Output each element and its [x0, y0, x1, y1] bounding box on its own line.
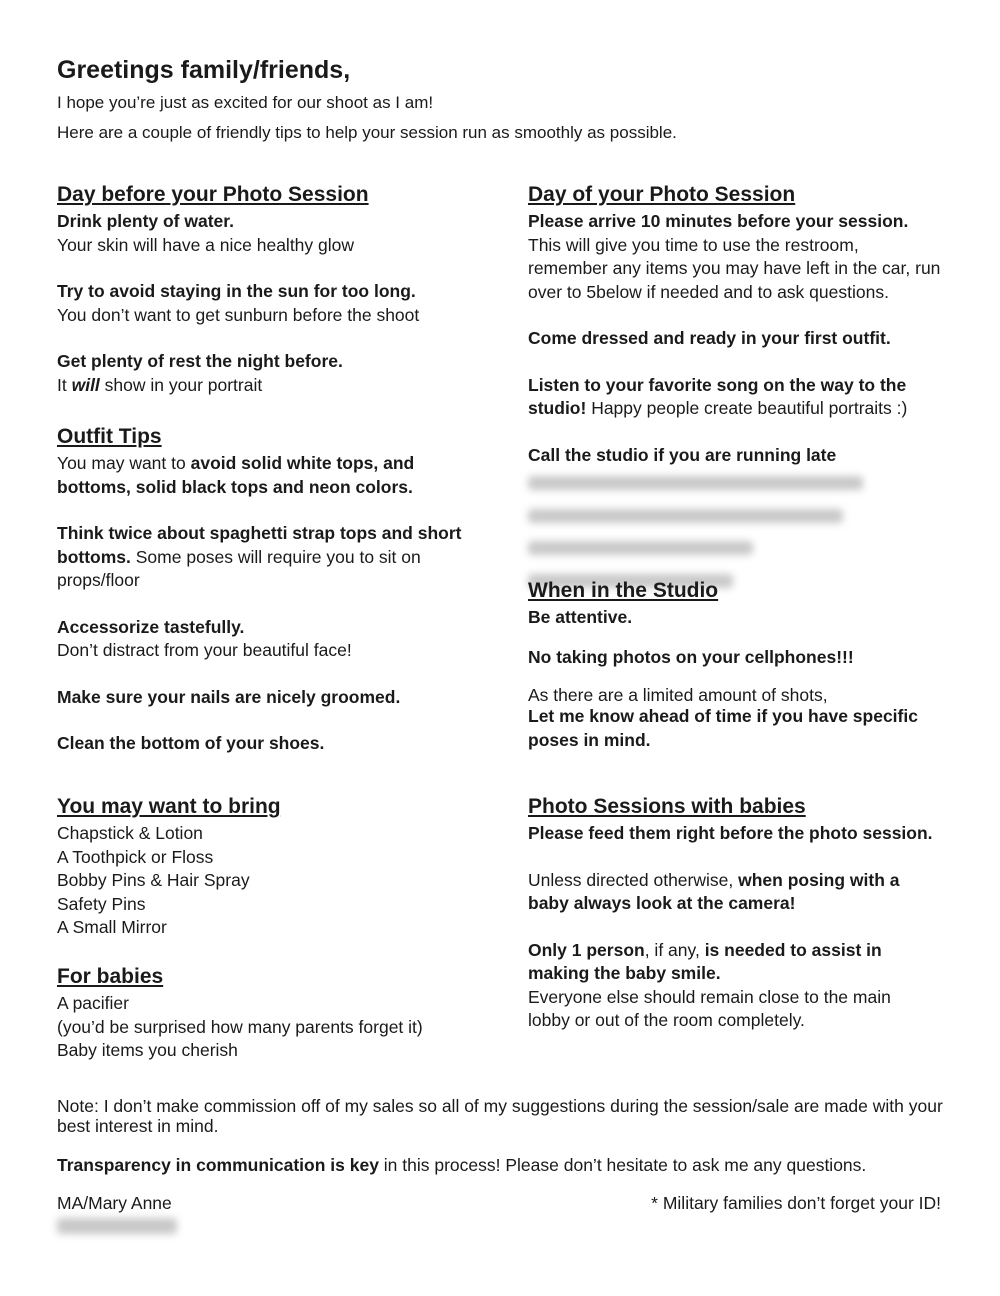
tip-everyone-else: Everyone else should remain close to the main lobby or out of the room completely.	[528, 986, 891, 1030]
tip-arrive: Please arrive 10 minutes before your session.	[528, 211, 909, 231]
tip-rest: Get plenty of rest the night before.	[57, 351, 343, 371]
tip-song: Listen to your favorite song on the way to the studio! Happy people create beautiful portraits :)	[528, 374, 908, 418]
greeting-heading: Greetings family/friends,	[57, 56, 351, 84]
section-title-babies: For babies	[57, 965, 164, 988]
list-item: A Toothpick or Floss	[57, 846, 214, 867]
section-title-outfit: Outfit Tips	[57, 425, 162, 448]
intro-line-2: Here are a couple of friendly tips to help your session run as smoothly as possible.	[57, 123, 677, 142]
tip-feed: Please feed them right before the photo session.	[528, 823, 933, 843]
section-outfit-tips	[57, 424, 487, 756]
section-for-babies	[57, 964, 487, 1063]
transparency-note: Transparency in communication is key in this process! Please don’t hesitate to ask me any questions.	[57, 1155, 867, 1175]
tip-spaghetti: Think twice about spaghetti strap tops and short bottoms. Some poses will require you to sit on props/floor	[57, 523, 462, 590]
section-day-of	[528, 182, 958, 594]
tip-specific-poses: Let me know ahead of time if you have specific poses in mind.	[528, 706, 918, 750]
tip-accessorize-detail: Don’t distract from your beautiful face!	[57, 640, 352, 660]
tip-sun-detail: You don’t want to get sunburn before the shoot	[57, 304, 420, 325]
tip-attentive: Be attentive.	[528, 607, 633, 627]
section-in-studio	[528, 578, 958, 752]
section-title-studio: When in the Studio	[528, 579, 719, 602]
tip-limited-shots: As there are a limited amount of shots,	[528, 685, 828, 705]
tip-dressed: Come dressed and ready in your first outfit.	[528, 328, 891, 348]
tip-rest-detail: It will show in your portrait	[57, 374, 263, 395]
tip-nails: Make sure your nails are nicely groomed.	[57, 686, 401, 707]
tip-colors: You may want to avoid solid white tops, and bottoms, solid black tops and neon colors.	[57, 453, 415, 497]
military-note: * Military families don’t forget your ID!	[651, 1193, 941, 1213]
tip-look-camera: Unless directed otherwise, when posing with a baby always look at the camera!	[528, 869, 900, 913]
list-item: Bobby Pins & Hair Spray	[57, 870, 250, 890]
section-title-day-before: Day before your Photo Session	[57, 183, 369, 206]
tip-water: Drink plenty of water.	[57, 211, 234, 231]
section-day-before	[57, 182, 487, 397]
section-title-bring: You may want to bring	[57, 795, 281, 818]
list-item: Baby items you cherish	[57, 1040, 238, 1060]
intro-line-1: I hope you’re just as excited for our shoot as I am!	[57, 93, 434, 112]
list-item: A Small Mirror	[57, 917, 167, 937]
tip-call-studio: Call the studio if you are running late	[528, 444, 837, 465]
list-item: Chapstick & Lotion	[57, 823, 203, 843]
tip-one-person: Only 1 person, if any, is needed to assist in making the baby smile.	[528, 939, 882, 983]
commission-note: Note: I don’t make commission off of my sales so all of my suggestions during the session/sale are made with your best interest in mind.	[57, 1096, 943, 1136]
tip-sun: Try to avoid staying in the sun for too long.	[57, 281, 416, 301]
redacted-contact-block	[528, 473, 958, 594]
list-item: A pacifier	[57, 993, 129, 1013]
section-title-baby-sessions: Photo Sessions with babies	[528, 795, 806, 818]
section-baby-sessions	[528, 794, 958, 1033]
signature: MA/Mary Anne	[57, 1193, 177, 1239]
section-title-day-of: Day of your Photo Session	[528, 183, 796, 206]
tip-accessorize: Accessorize tastefully.	[57, 616, 245, 637]
tip-shoes: Clean the bottom of your shoes.	[57, 733, 325, 753]
section-bring	[57, 794, 487, 940]
tip-no-cellphones: No taking photos on your cellphones!!!	[528, 646, 854, 667]
list-item: (you’d be surprised how many parents forget it)	[57, 1016, 423, 1037]
tip-arrive-detail: This will give you time to use the restroom, remember any items you may have left in the car, run over to 5below if needed and to ask questions.	[528, 234, 941, 302]
tip-water-detail: Your skin will have a nice healthy glow	[57, 234, 355, 255]
list-item: Safety Pins	[57, 893, 146, 914]
